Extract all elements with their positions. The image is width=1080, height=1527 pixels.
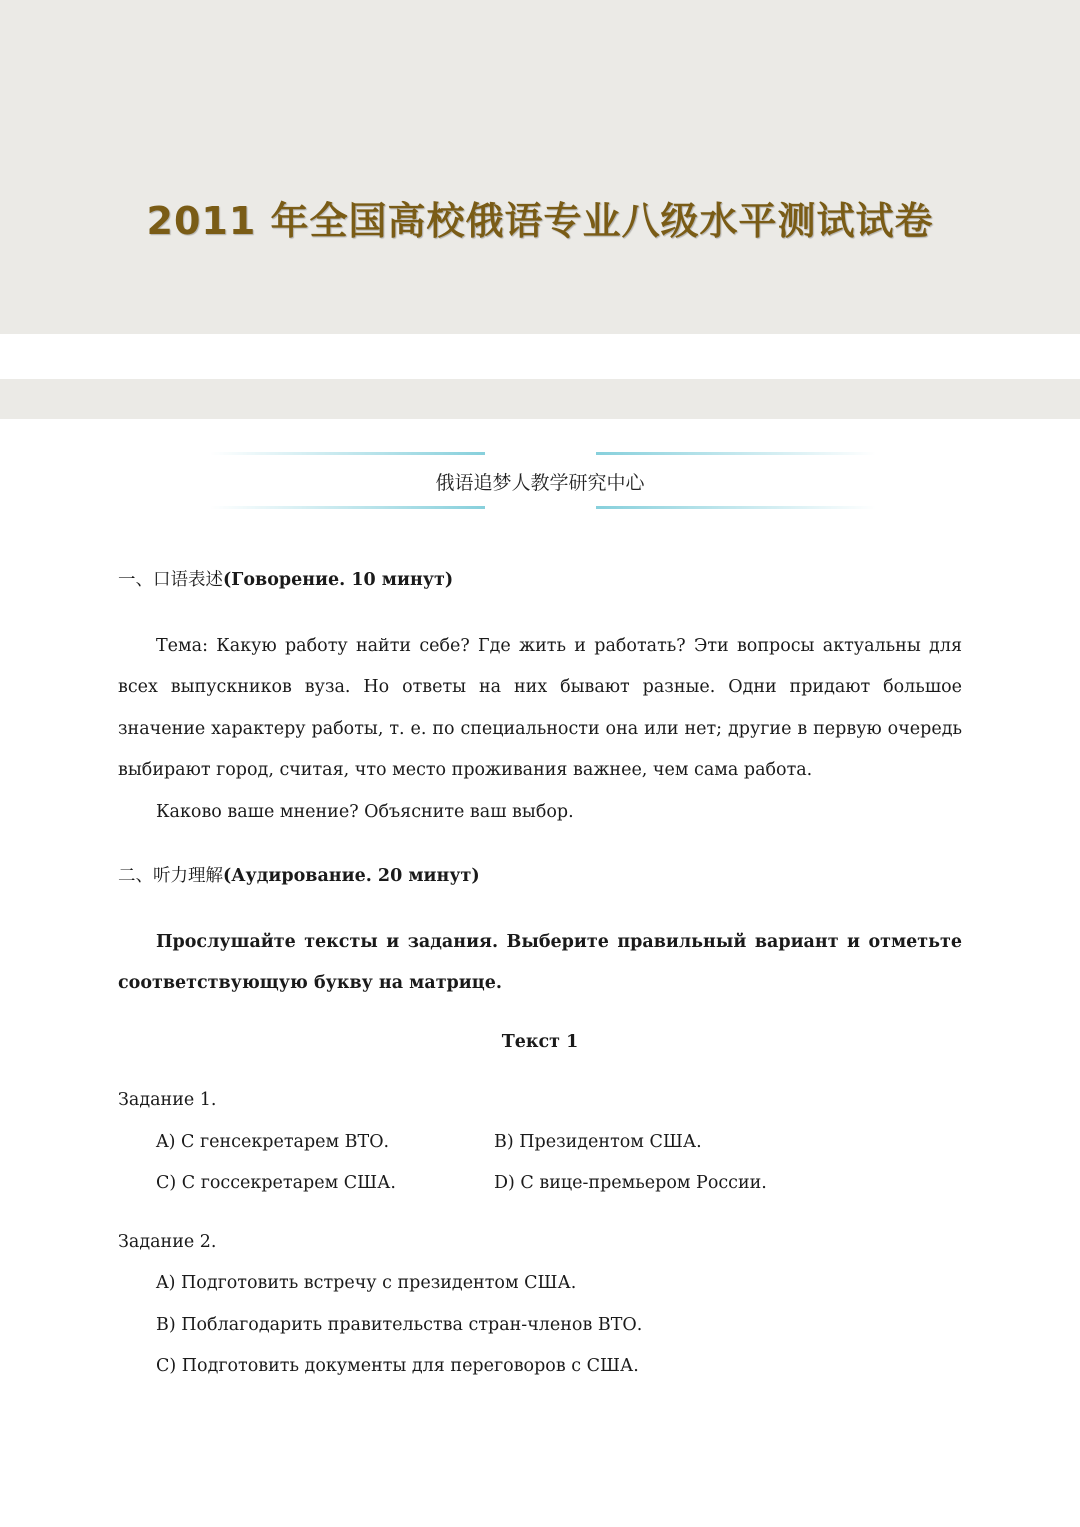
document-body bbox=[118, 560, 962, 1388]
divider-line bbox=[210, 452, 485, 455]
section-heading-speaking bbox=[118, 560, 962, 602]
text-title: Текст 1 bbox=[501, 1031, 579, 1052]
section-heading-cn: 二、听力理解 bbox=[118, 866, 223, 886]
title-banner bbox=[0, 0, 1080, 334]
task1-options bbox=[156, 1122, 962, 1205]
document-title: 2011 年全国高校俄语专业八级水平测试试卷 bbox=[146, 199, 934, 243]
banner-band bbox=[0, 379, 1080, 419]
task-label: Задание 2. bbox=[118, 1231, 217, 1252]
publisher-label: 俄语追梦人教学研究中心 bbox=[435, 472, 645, 494]
option-c: C) Подготовить документы для переговоров с США. bbox=[156, 1356, 639, 1376]
option-c: C) С госсекретарем США. bbox=[156, 1173, 396, 1193]
task2-options bbox=[156, 1263, 962, 1388]
speaking-topic-paragraph: Тема: Какую работу найти себе? Где жить и работать? Эти вопросы актуальны для всех выпускников вуза. Но ответы на них бывают разные. Одни придают большое значение характеру работы, т. е. по специальности она или нет; другие в первую очередь выбирают город, считая, что место проживания важнее, чем сама работа. bbox=[118, 635, 962, 780]
listening-instructions: Прослушайте тексты и задания. Выберите правильный вариант и отметьте соответствующую букву на матрице. bbox=[118, 931, 962, 993]
section-heading-ru: (Говорение. 10 минут) bbox=[223, 570, 454, 590]
section-heading-cn: 一、口语表述 bbox=[118, 570, 223, 590]
divider-line bbox=[210, 506, 485, 509]
option-d: D) С вице-премьером России. bbox=[494, 1173, 767, 1193]
section-heading-listening bbox=[118, 856, 962, 898]
divider-line bbox=[596, 506, 876, 509]
option-b: B) Поблагодарить правительства стран-членов ВТО. bbox=[156, 1314, 643, 1335]
option-a: A) С генсекретарем ВТО. bbox=[156, 1131, 390, 1152]
task-label: Задание 1. bbox=[118, 1090, 217, 1110]
option-b: B) Президентом США. bbox=[494, 1131, 702, 1152]
section-heading-ru: (Аудирование. 20 минут) bbox=[223, 866, 480, 886]
option-a: A) Подготовить встречу с президентом США. bbox=[156, 1273, 577, 1293]
speaking-question-paragraph: Каково ваше мнение? Объясните ваш выбор. bbox=[156, 801, 574, 822]
divider-line bbox=[596, 452, 876, 455]
